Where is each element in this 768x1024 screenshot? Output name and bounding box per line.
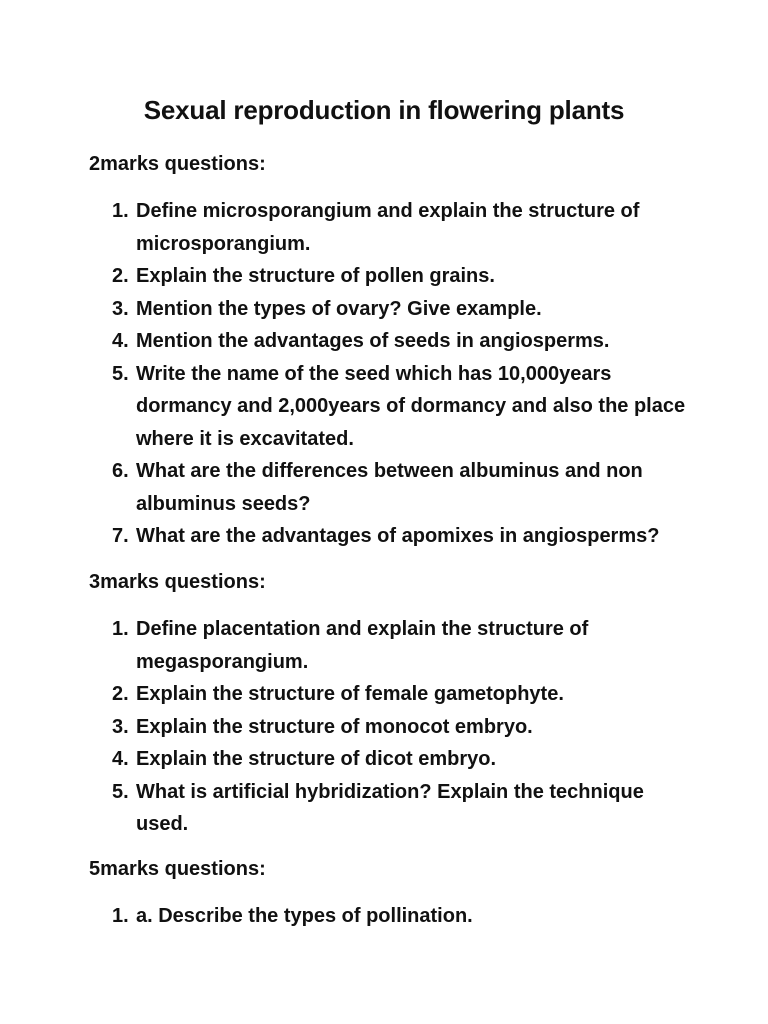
question-number: 4. <box>112 748 129 770</box>
question-number: 7. <box>112 525 129 547</box>
question-text: What are the advantages of apomixes in angiosperms? <box>136 525 660 547</box>
question-number: 1. <box>112 618 129 640</box>
question-text: Explain the structure of female gametophyte. <box>136 683 564 705</box>
question-number: 3. <box>112 715 129 738</box>
question-item <box>90 678 690 711</box>
question-number: 5. <box>112 780 129 803</box>
question-item <box>90 358 690 456</box>
question-text: a. Describe the types of pollination. <box>136 905 473 927</box>
question-item <box>90 613 690 678</box>
question-text: Explain the structure of monocot embryo. <box>136 715 533 738</box>
question-text: Write the name of the seed which has 10,000years dormancy and 2,000years of dormancy and also the place where it is excavitated. <box>136 362 686 450</box>
section-heading-3marks: 3marks questions: <box>89 571 266 593</box>
question-item <box>90 520 690 553</box>
question-item <box>90 776 690 841</box>
question-number: 4. <box>112 330 129 352</box>
question-item <box>90 455 690 520</box>
question-item <box>90 743 690 776</box>
question-item <box>90 293 690 326</box>
section-heading-5marks: 5marks questions: <box>89 858 266 880</box>
question-text: Define placentation and explain the structure of megasporangium. <box>136 618 589 673</box>
question-item <box>90 325 690 358</box>
question-number: 6. <box>112 460 129 482</box>
question-item <box>90 195 690 260</box>
question-number: 3. <box>112 297 129 320</box>
question-number: 2. <box>112 683 129 705</box>
section-heading-2marks: 2marks questions: <box>89 153 266 175</box>
question-text: What are the differences between albuminus and non albuminus seeds? <box>136 460 643 515</box>
question-text: Explain the structure of pollen grains. <box>136 265 495 287</box>
question-list-3marks <box>90 613 690 841</box>
question-text: Mention the advantages of seeds in angiosperms. <box>136 330 610 352</box>
question-number: 2. <box>112 265 129 287</box>
question-text: Explain the structure of dicot embryo. <box>136 748 497 770</box>
question-number: 1. <box>112 905 129 927</box>
question-number: 1. <box>112 200 129 222</box>
question-item <box>90 900 690 933</box>
question-text: What is artificial hybridization? Explain the technique used. <box>136 780 644 835</box>
question-number: 5. <box>112 362 129 385</box>
question-text: Define microsporangium and explain the structure of microsporangium. <box>136 200 640 255</box>
page-title: Sexual reproduction in flowering plants <box>143 95 625 125</box>
question-list-2marks <box>90 195 690 553</box>
question-item <box>90 260 690 293</box>
question-list-5marks <box>90 900 690 933</box>
question-item <box>90 711 690 744</box>
question-text: Mention the types of ovary? Give example. <box>136 297 542 320</box>
